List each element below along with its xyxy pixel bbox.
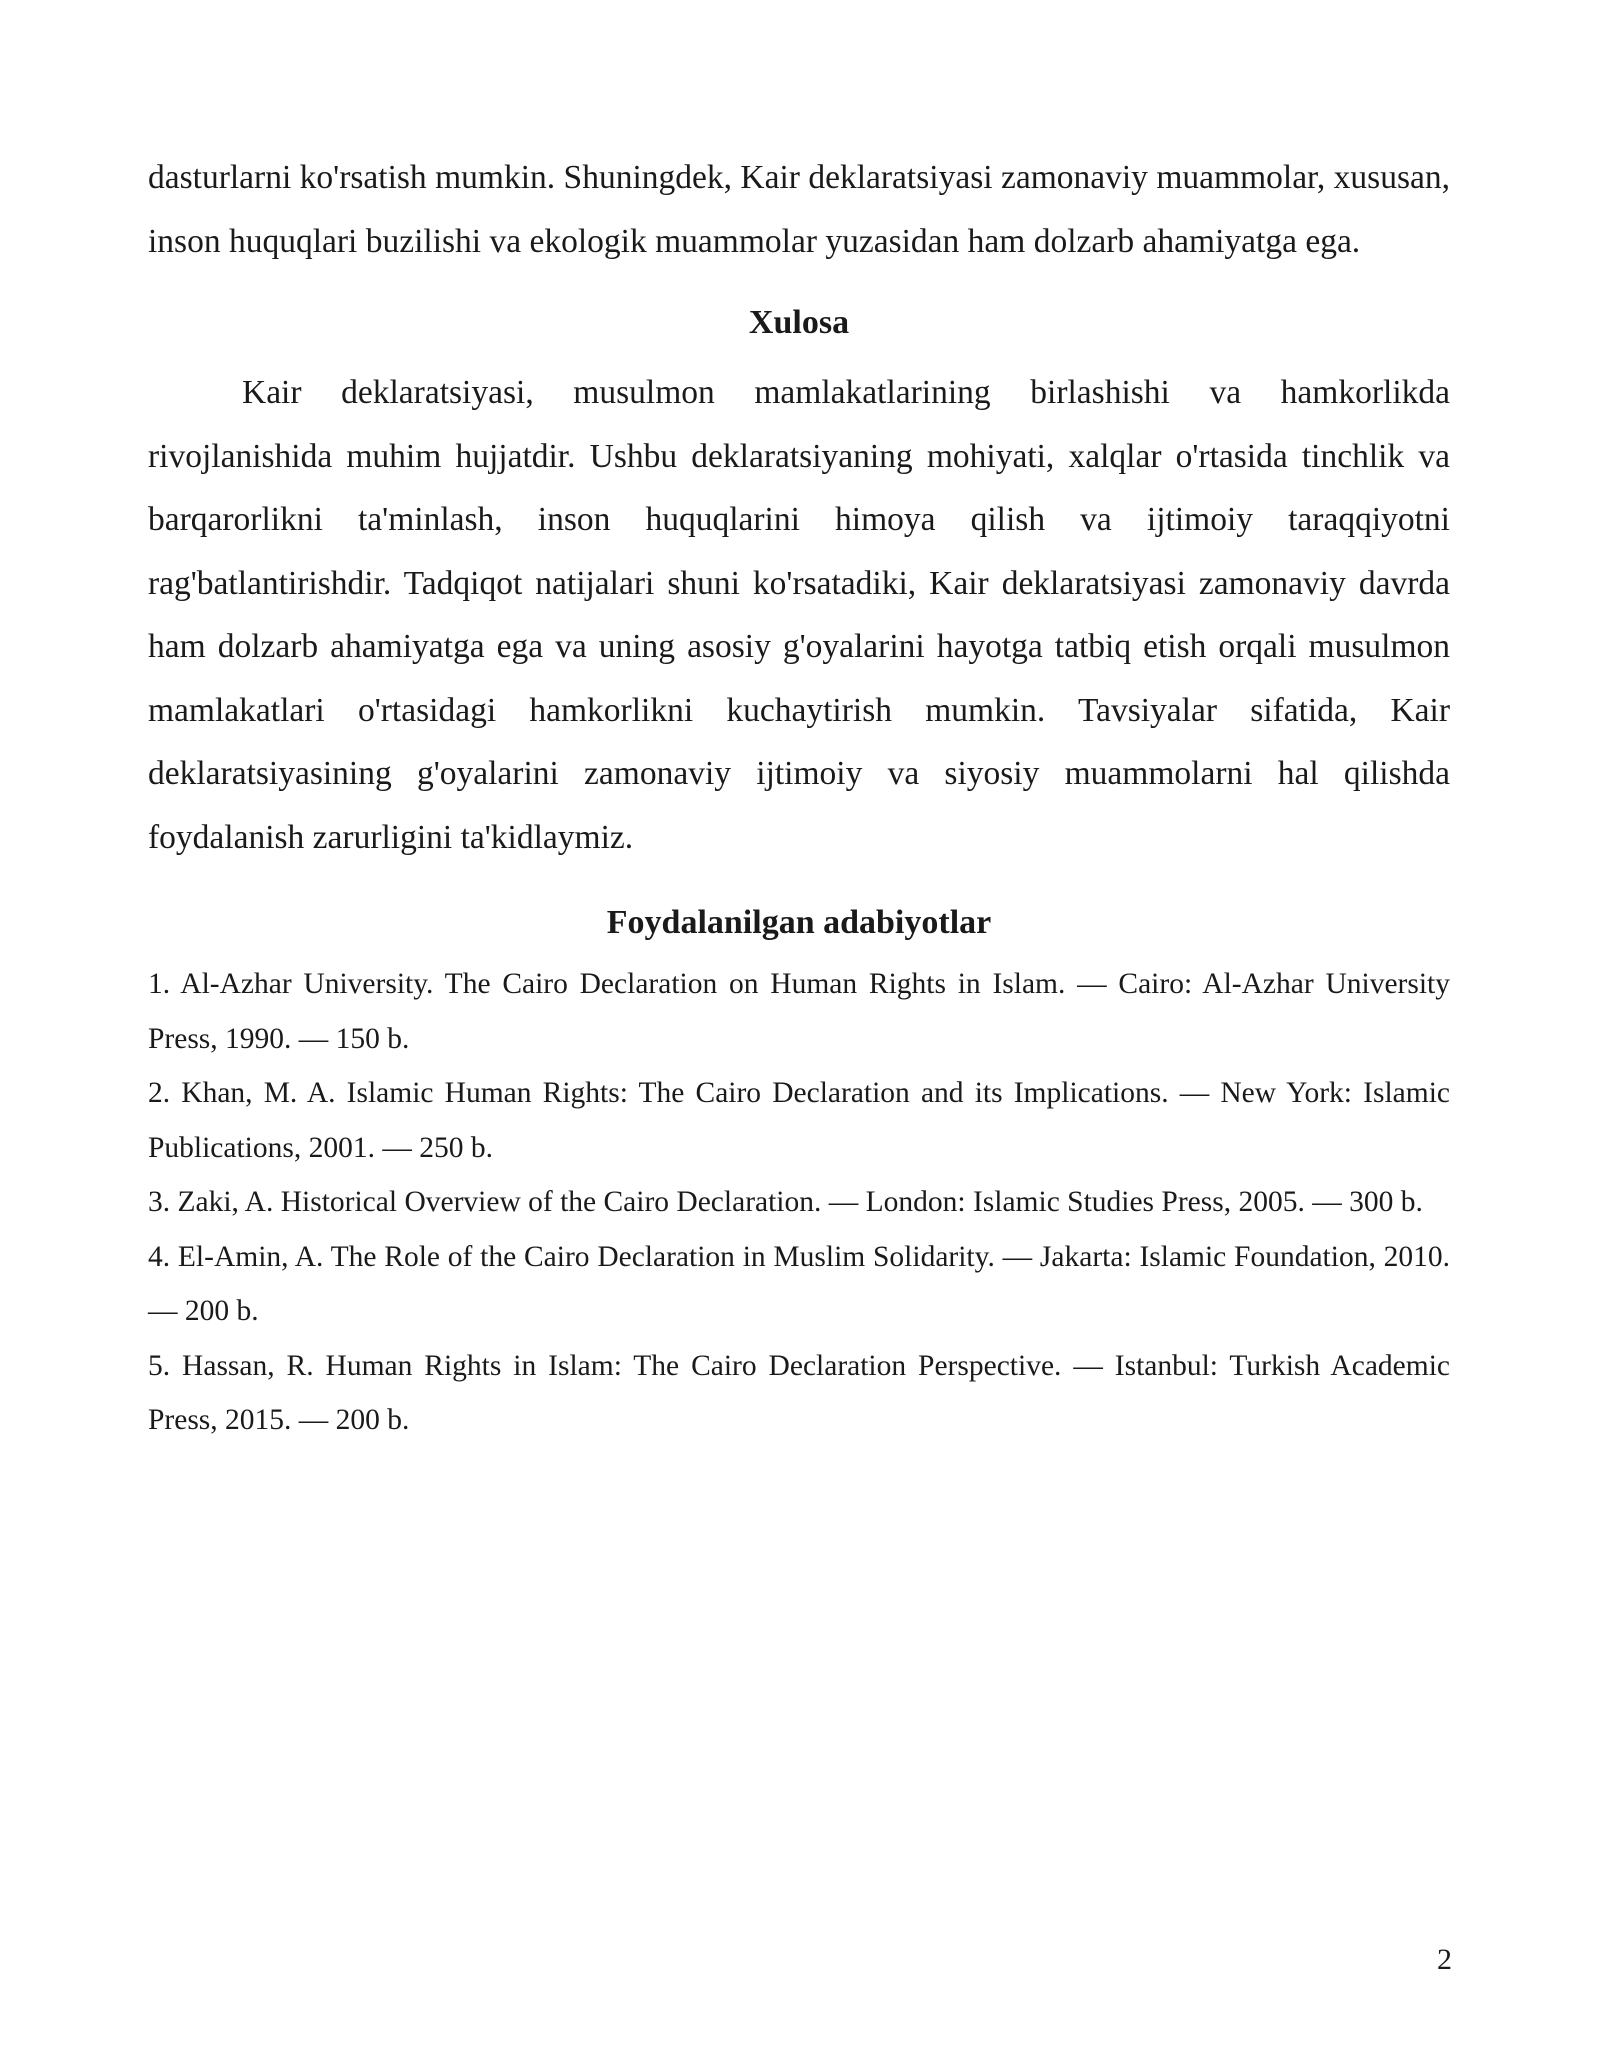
document-page [148, 146, 1450, 1448]
page-number: 2 [1437, 1943, 1452, 1976]
references-heading: Foydalanilgan adabiyotlar [606, 904, 992, 941]
references-list [148, 957, 1450, 1448]
conclusion-paragraph: Kair deklaratsiyasi, musulmon mamlakatlarining birlashishi va hamkorlikda rivojlanishida muhim hujjatdir. Ushbu deklaratsiyaning mohiyati, xalqlar o'rtasida tinchlik va barqarorlikni ta'minlash, inson huquqlarini himoya qilish va ijtimoiy taraqqiyotni rag'batlantirishdir. Tadqiqot natijalari shuni ko'rsatadiki, Kair deklaratsiyasi zamonaviy davrda ham dolzarb ahamiyatga ega va uning asosiy g'oyalarini hayotga tatbiq etish orqali musulmon mamlakatlari o'rtasidagi hamkorlikni kuchaytirish mumkin. Tavsiyalar sifatida, Kair deklaratsiyasining g'oyalarini zamonaviy ijtimoiy va siyosiy muammolarni hal qilishda foydalanish zarurligini ta'kidlaymiz. [148, 374, 1450, 856]
reference-item-2: 2. Khan, M. A. Islamic Human Rights: The Cairo Declaration and its Implications. — New York: Islamic Publications, 2001. — 250 b. [148, 1077, 1450, 1164]
reference-item-3: 3. Zaki, A. Historical Overview of the Cairo Declaration. — London: Islamic Studies Press, 2005. — 300 b. [148, 1186, 1423, 1218]
reference-item-4: 4. El-Amin, A. The Role of the Cairo Declaration in Muslim Solidarity. — Jakarta: Islamic Foundation, 2010. — 200 b. [148, 1240, 1450, 1327]
reference-item-1: 1. Al-Azhar University. The Cairo Declaration on Human Rights in Islam. — Cairo: Al-Azhar University Press, 1990. — 150 b. [148, 968, 1450, 1055]
conclusion-heading: Xulosa [748, 304, 850, 341]
intro-paragraph: dasturlarni ko'rsatish mumkin. Shuningdek, Kair deklaratsiyasi zamonaviy muammolar, xususan, inson huquqlari buzilishi va ekologik muammolar yuzasidan ham dolzarb ahamiyatga ega. [148, 159, 1450, 260]
reference-item-5: 5. Hassan, R. Human Rights in Islam: The Cairo Declaration Perspective. — Istanbul: Turkish Academic Press, 2015. — 200 b. [148, 1349, 1450, 1436]
